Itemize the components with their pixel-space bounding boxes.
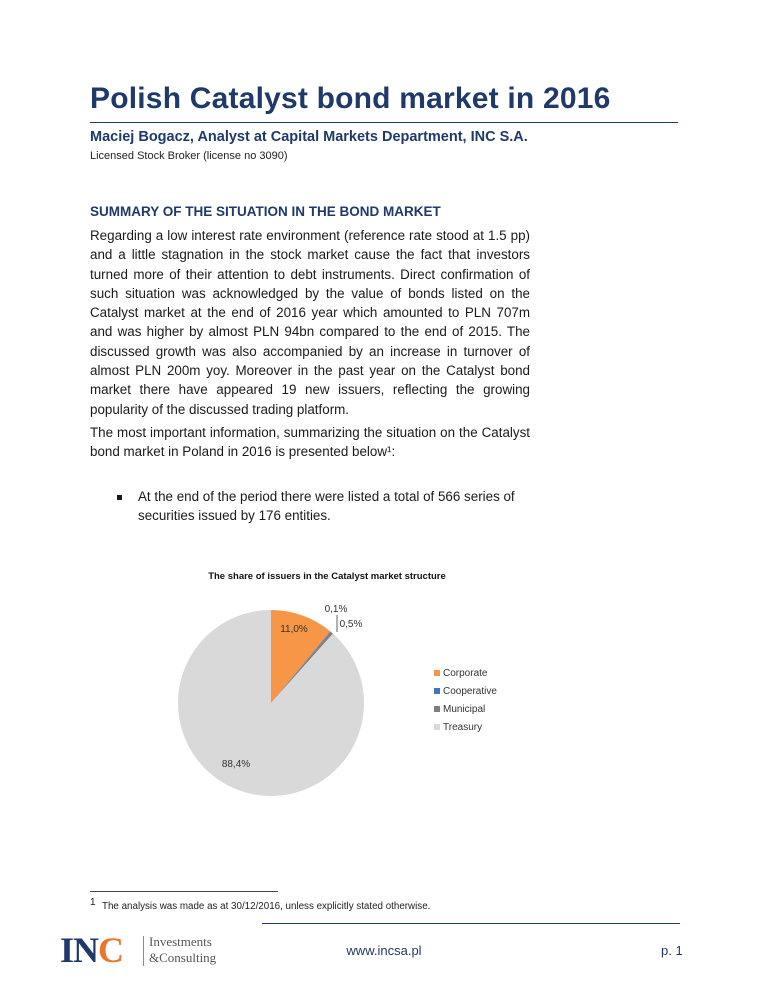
pie-slice-treasury	[178, 610, 364, 796]
section-heading: SUMMARY OF THE SITUATION IN THE BOND MARKET	[90, 204, 441, 219]
legend-label-corporate: Corporate	[443, 668, 488, 679]
logo-subtitle-line2: &Consulting	[149, 950, 217, 965]
issuers-pie-chart	[0, 560, 768, 810]
logo-letters: IN	[60, 930, 99, 970]
footnote-number: 1	[90, 897, 96, 908]
footnote-divider	[90, 891, 278, 892]
footnote-text: The analysis was made as at 30/12/2016, unless explicitly stated otherwise.	[102, 901, 431, 912]
paragraph-intro: The most important information, summarizing the situation on the Catalyst bond market in Poland in 2016 is presented below¹:	[90, 425, 530, 460]
data-label-treasury: 88,4%	[221, 759, 251, 770]
legend-label-treasury: Treasury	[443, 722, 483, 733]
data-label-municipal: 0,5%	[339, 619, 363, 630]
website-link[interactable]: www.incsa.pl	[346, 943, 422, 958]
author-line: Maciej Bogacz, Analyst at Capital Markets Department, INC S.A.	[90, 129, 528, 145]
data-label-cooperative: 0,1%	[324, 604, 348, 615]
legend-swatch-treasury	[434, 724, 440, 730]
data-label-corporate: 11,0%	[280, 624, 308, 635]
paragraph-summary: Regarding a low interest rate environment (reference rate stood at 1.5 pp) and a little stagnation in the stock market cause the fact that investors turned more of their attention to debt instruments. Direct confirmation of such situation was acknowledged by the value of bonds listed on the Catalyst market at the end of 2016 year which amounted to PLN 707m and was higher by almost PLN 94bn compared to the end of 2015. The discussed growth was also accompanied by an increase in turnover of almost PLN 200m yoy. Moreover in the past year on the Catalyst bond market there have appeared 19 new issuers, reflecting the growing popularity of the discussed trading platform.	[90, 228, 530, 417]
legend-swatch-municipal	[434, 706, 440, 712]
document-title: Polish Catalyst bond market in 2016	[90, 82, 611, 115]
logo-letter-c: C	[98, 930, 124, 970]
footer-divider	[262, 923, 680, 924]
legend-swatch-cooperative	[434, 688, 440, 694]
license-note: Licensed Stock Broker (license no 3090)	[90, 150, 288, 162]
logo-subtitle-line1: Investments	[149, 934, 212, 949]
chart-title: The share of issuers in the Catalyst market structure	[208, 571, 446, 582]
page-number: p. 1	[661, 943, 683, 958]
legend-swatch-corporate	[434, 670, 440, 676]
bullet-marker	[117, 495, 122, 500]
legend-label-cooperative: Cooperative	[443, 686, 497, 697]
bullet-item: At the end of the period there were listed a total of 566 series of securities issued by 176 entities.	[138, 489, 515, 524]
title-divider	[90, 122, 678, 123]
legend-label-municipal: Municipal	[443, 704, 486, 715]
